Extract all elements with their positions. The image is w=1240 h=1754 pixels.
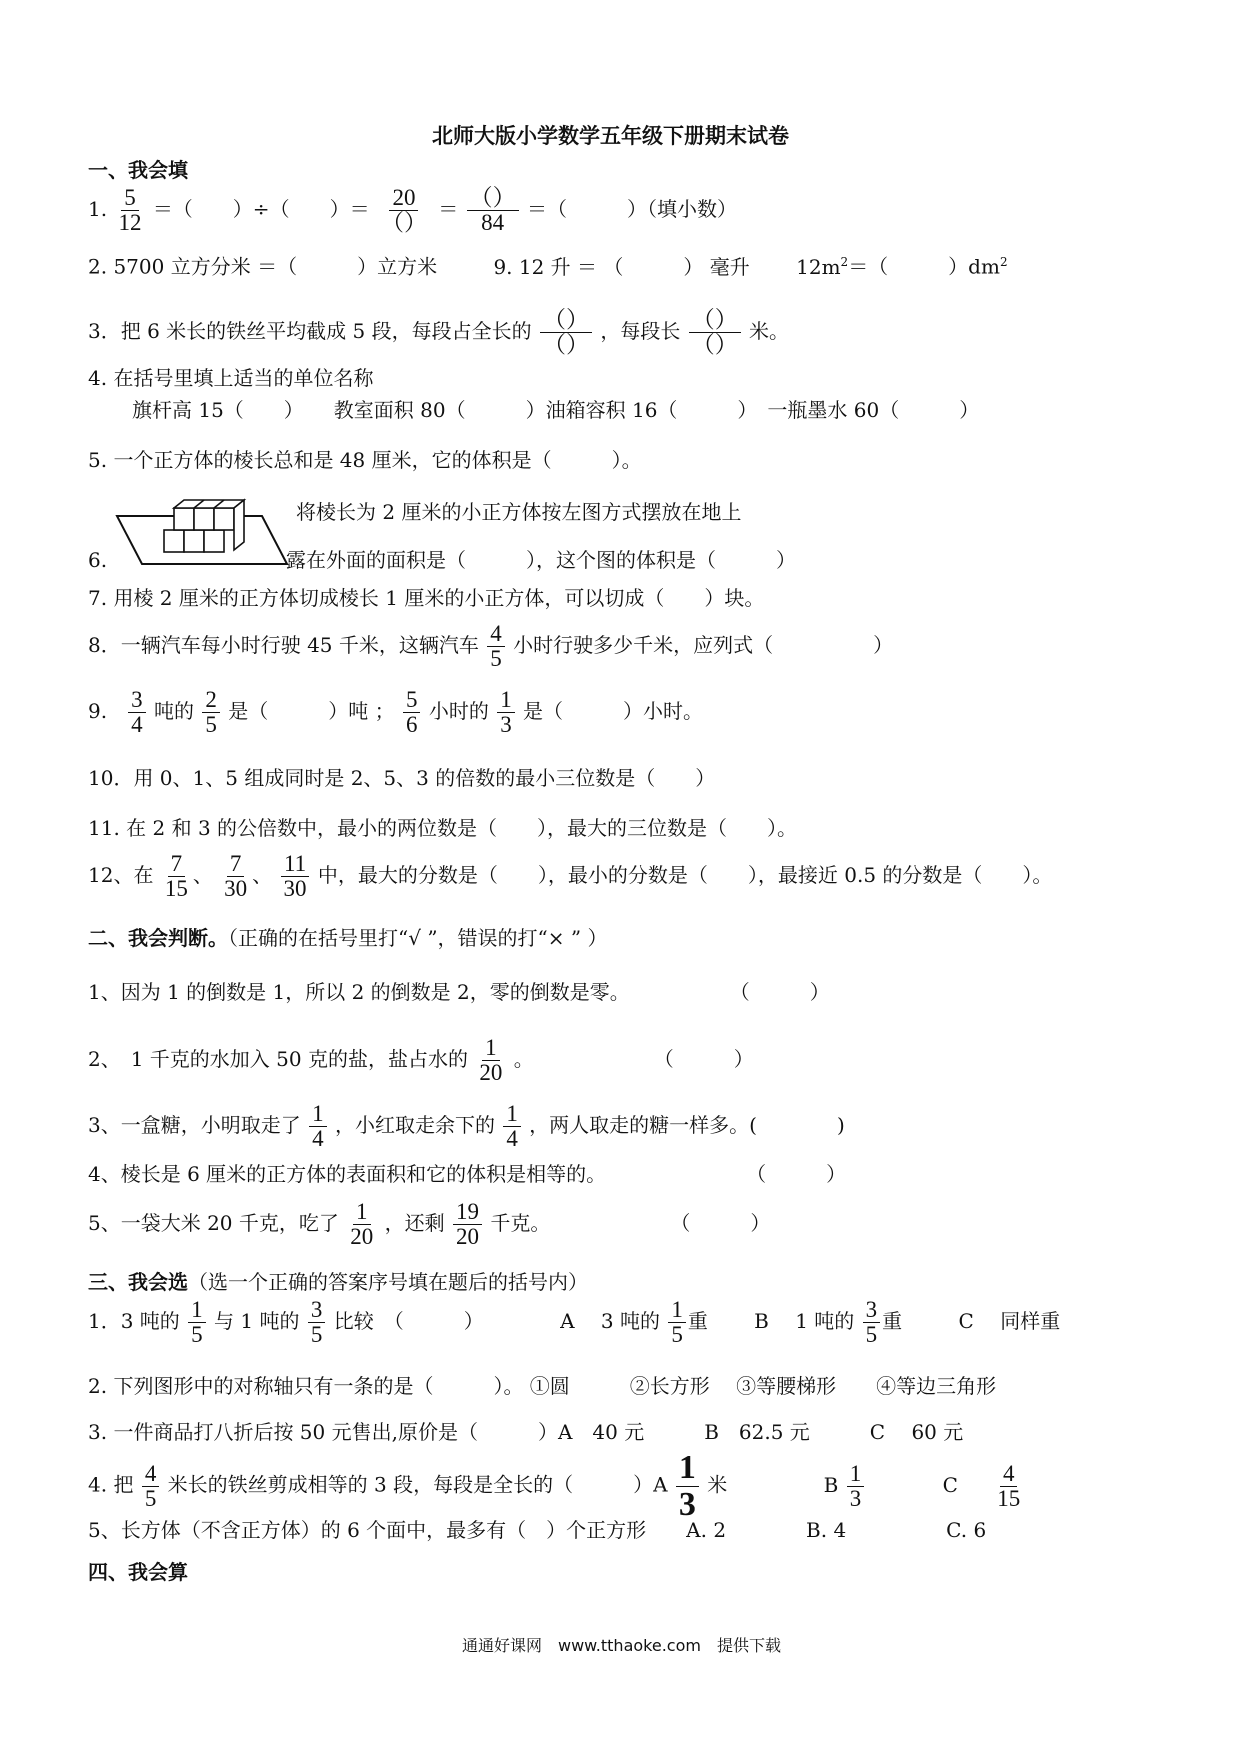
question-1-4: 4. 在括号里填上适当的单位名称 (88, 366, 374, 390)
choose-4: 4. 把 $\frac{4}{5}$ 米长的铁丝剪成相等的 3 段，每段是全长的（ ）A $\frac{1}{3}$ 米 B $\frac{1}{3}$ C $\frac{4}{15}$ (88, 1449, 1021, 1523)
choose-5: 5、长方体（不含正方体）的 6 个面中，最多有（ ）个正方形 A. 2 B. 4 C. 6 (88, 1518, 987, 1542)
question-1-6-number: 6. (88, 548, 108, 572)
section-judge: 二、我会判断。（正确的在括号里打“√ ”，错误的打“× ” ） (88, 926, 608, 950)
choose-3: 3. 一件商品打八折后按 50 元售出,原价是（ ）A 40 元 B 62.5 元 C 60 元 (88, 1420, 964, 1444)
question-1-6: 将棱长为 2 厘米的小正方体按左图方式摆放在地上 (296, 500, 742, 524)
question-1-12: 12、在 $\frac{7}{15}$ 、 $\frac{7}{30}$ 、 $\frac{11}{30}$ 中，最大的分数是（ ），最小的分数是（ ），最接近 0.5 的分数是（ ）。 (88, 851, 1053, 902)
judge-2: 2、 1 千克的水加入 50 克的盐，盐占水的 $\frac{1}{20}$ 。 （ ） (88, 1035, 754, 1086)
question-1-11: 11. 在 2 和 3 的公倍数中，最小的两位数是（ ），最大的三位数是（ ）。 (88, 816, 798, 840)
cube-figure (112, 488, 292, 568)
question-1-6-b: 露在外面的面积是（ ），这个图的体积是（ ） (286, 548, 796, 572)
question-1-9: 9. $\frac{3}{4}$ 吨的 $\frac{2}{5}$ 是（ ）吨 ； $\frac{5}{6}$ 小时的 $\frac{1}{3}$ 是（ ）小时。 (88, 687, 704, 738)
judge-4: 4、棱长是 6 厘米的正方体的表面积和它的体积是相等的。 （ ） (88, 1162, 847, 1186)
question-1-5: 5. 一个正方体的棱长总和是 48 厘米，它的体积是（ ）。 (88, 448, 642, 472)
section-calc: 四、我会算 (88, 1560, 188, 1584)
question-1-7: 7. 用棱 2 厘米的正方体切成棱长 1 厘米的小正方体，可以切成（ ）块。 (88, 586, 765, 610)
question-1-8: 8．一辆汽车每小时行驶 45 千米，这辆汽车 $\frac{4}{5}$ 小时行驶多少千米，应列式（ ） (88, 621, 894, 672)
section-choose: 三、我会选（选一个正确的答案序号填在题后的括号内） (88, 1270, 588, 1294)
section-fill: 一、我会填 (88, 158, 188, 182)
page-title: 北师大版小学数学五年级下册期末试卷 (432, 124, 789, 148)
question-1-2: 2. 5700 立方分米 ＝（ ）立方米 9. 12 升 ＝ （ ） 毫升 $12m^2=$（ ）$dm^2$ (88, 254, 1008, 279)
judge-5: 5、一袋大米 20 千克，吃了 $\frac{1}{20}$ ，还剩 $\frac{19}{20}$ 千克。 （ ） (88, 1199, 771, 1250)
choose-1: 1．3 吨的 $\frac{1}{5}$ 与 1 吨的 $\frac{3}{5}$ 比较 （ ） A 3 吨的 $\frac{1}{5}$ 重 B 1 吨的 $\frac{3}{5}$ 重 C 同样重 (88, 1297, 1061, 1348)
footer: 通通好课网 www.tthaoke.com 提供下载 (462, 1636, 781, 1655)
question-1-3: 3．把 6 米长的铁丝平均截成 5 段，每段占全长的 $\frac{()}{()}$ ，每段长 $\frac{()}{()}$ 米。 (88, 307, 790, 358)
judge-3: 3、一盒糖，小明取走了 $\frac{1}{4}$ ，小红取走余下的 $\frac{1}{4}$ ，两人取走的糖一样多。( ) (88, 1101, 845, 1152)
judge-1: 1、因为 1 的倒数是 1，所以 2 的倒数是 2，零的倒数是零。 （ ） (88, 980, 830, 1004)
question-1-1: 1. $\frac{5}{12}$ ＝（ ）÷（ ）＝ $\frac{20}{()}$ ＝ $\frac{()}{84}$ ＝（ ）（填小数） (88, 185, 738, 236)
question-1-10: 10．用 0、1、5 组成同时是 2、5、3 的倍数的最小三位数是（ ） (88, 766, 716, 790)
choose-2: 2. 下列图形中的对称轴只有一条的是（ ）。 ①圆 ②长方形 ③等腰梯形 ④等边三角形 (88, 1374, 997, 1398)
question-1-4-items: 旗杆高 15（ ） 教室面积 80（ ）油箱容积 16（ ） 一瓶墨水 60（ ） (132, 398, 980, 422)
